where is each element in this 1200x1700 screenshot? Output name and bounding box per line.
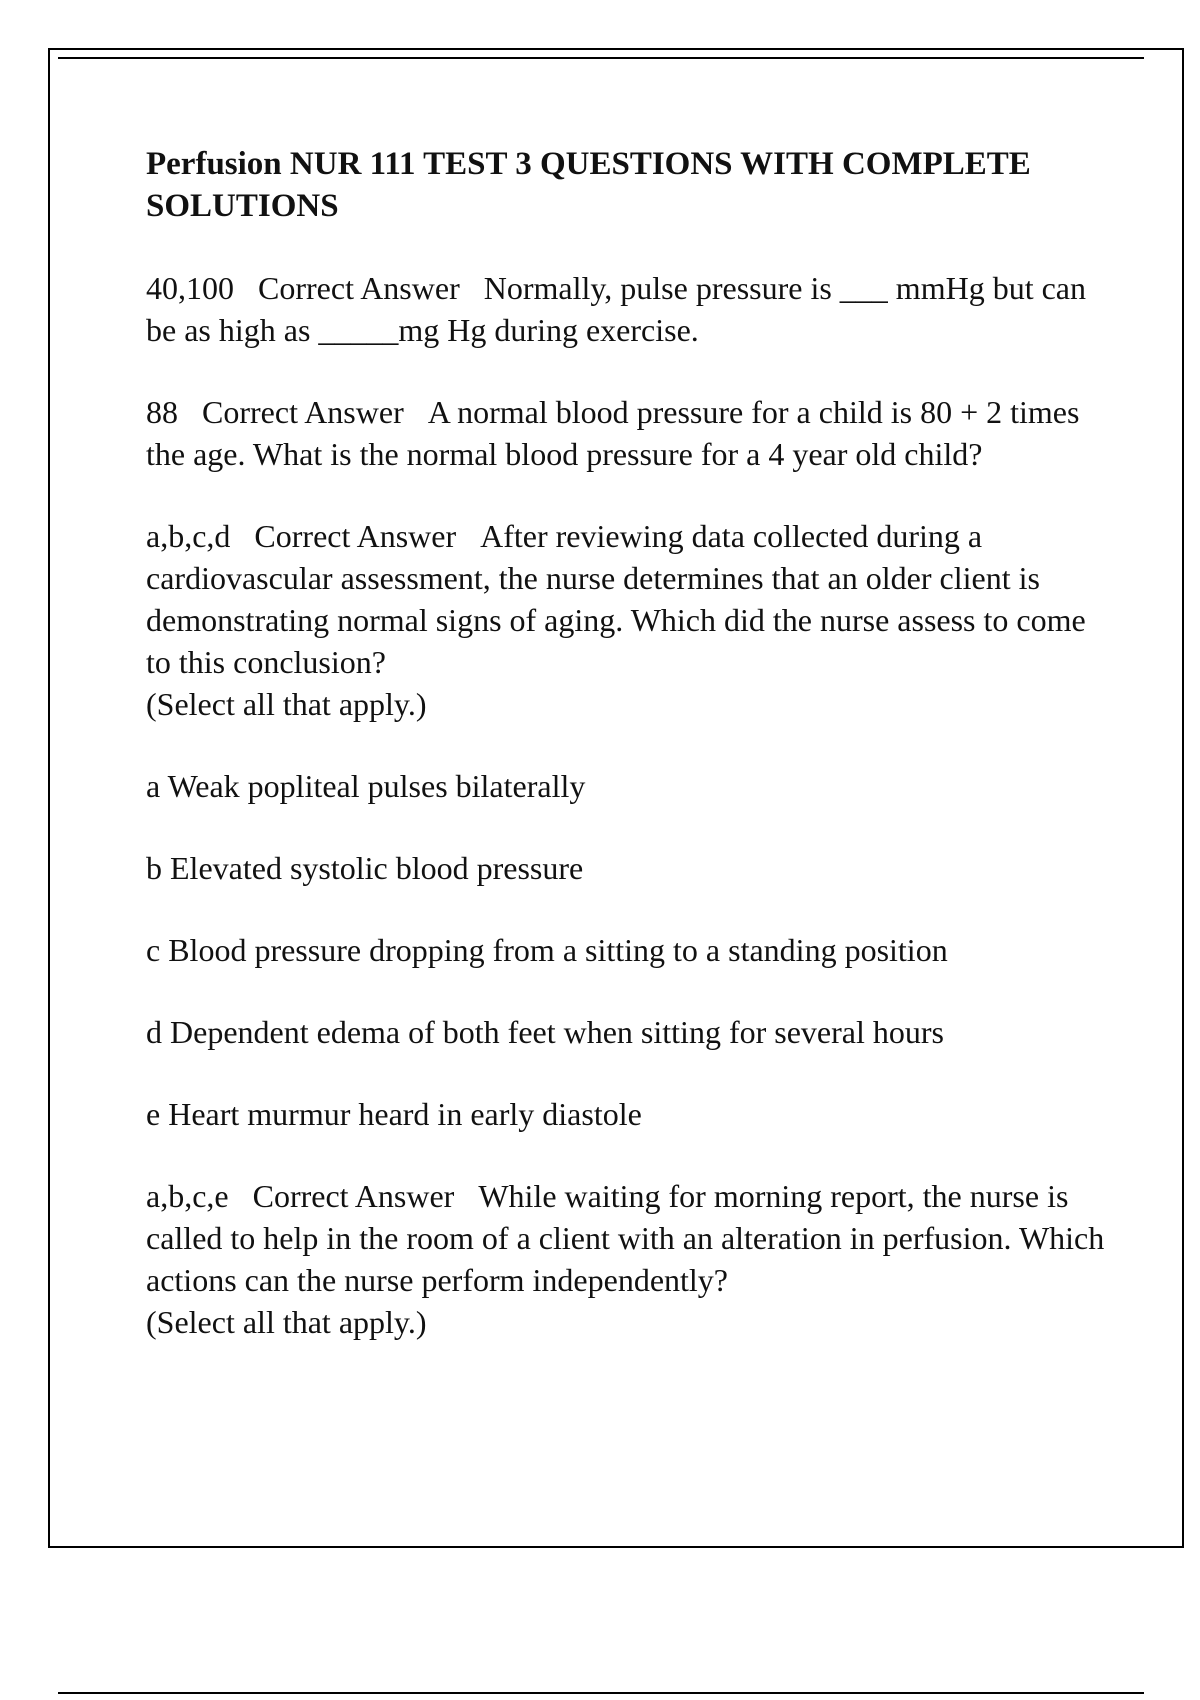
correct-answer-value: 88 (146, 394, 178, 430)
answer-option-c: c Blood pressure dropping from a sitting to a standing position (146, 932, 948, 968)
correct-answer-value: a,b,c,d (146, 518, 231, 554)
document-title: Perfusion NUR 111 TEST 3 QUESTIONS WITH COMPLETE SOLUTIONS (146, 146, 1031, 224)
question-text: Normally, pulse pressure is ___ mmHg but can be as high as _____mg Hg during exercise. (146, 270, 1086, 348)
qa-item (146, 1175, 1106, 1343)
bottom-rule (58, 1692, 1144, 1694)
question-text: A normal blood pressure for a child is 80 + 2 times the age. What is the normal blood pressure for a 4 year old child? (146, 394, 1080, 472)
top-rule (58, 57, 1144, 59)
answer-option-e: e Heart murmur heard in early diastole (146, 1096, 642, 1132)
correct-answer-value: a,b,c,e (146, 1178, 229, 1214)
select-all-instruction: (Select all that apply.) (146, 1304, 427, 1340)
qa-item (146, 391, 1106, 475)
answer-option-b: b Elevated systolic blood pressure (146, 850, 584, 886)
question-text: After reviewing data collected during a cardiovascular assessment, the nurse determines that an older client is demonstrating normal signs of aging. Which did the nurse assess to come to this conclusion? (146, 518, 1086, 680)
correct-answer-label: Correct Answer (202, 394, 404, 430)
correct-answer-value: 40,100 (146, 270, 234, 306)
select-all-instruction: (Select all that apply.) (146, 686, 427, 722)
correct-answer-label: Correct Answer (254, 518, 457, 554)
qa-item (146, 515, 1106, 725)
answer-option-a: a Weak popliteal pulses bilaterally (146, 768, 586, 804)
qa-item (146, 267, 1106, 351)
answer-option-d: d Dependent edema of both feet when sitting for several hours (146, 1014, 944, 1050)
correct-answer-label: Correct Answer (258, 270, 460, 306)
question-text: While waiting for morning report, the nurse is called to help in the room of a client with an alteration in perfusion. Which actions can the nurse perform independently? (146, 1178, 1105, 1298)
document-body (146, 143, 1106, 1383)
correct-answer-label: Correct Answer (252, 1178, 455, 1214)
